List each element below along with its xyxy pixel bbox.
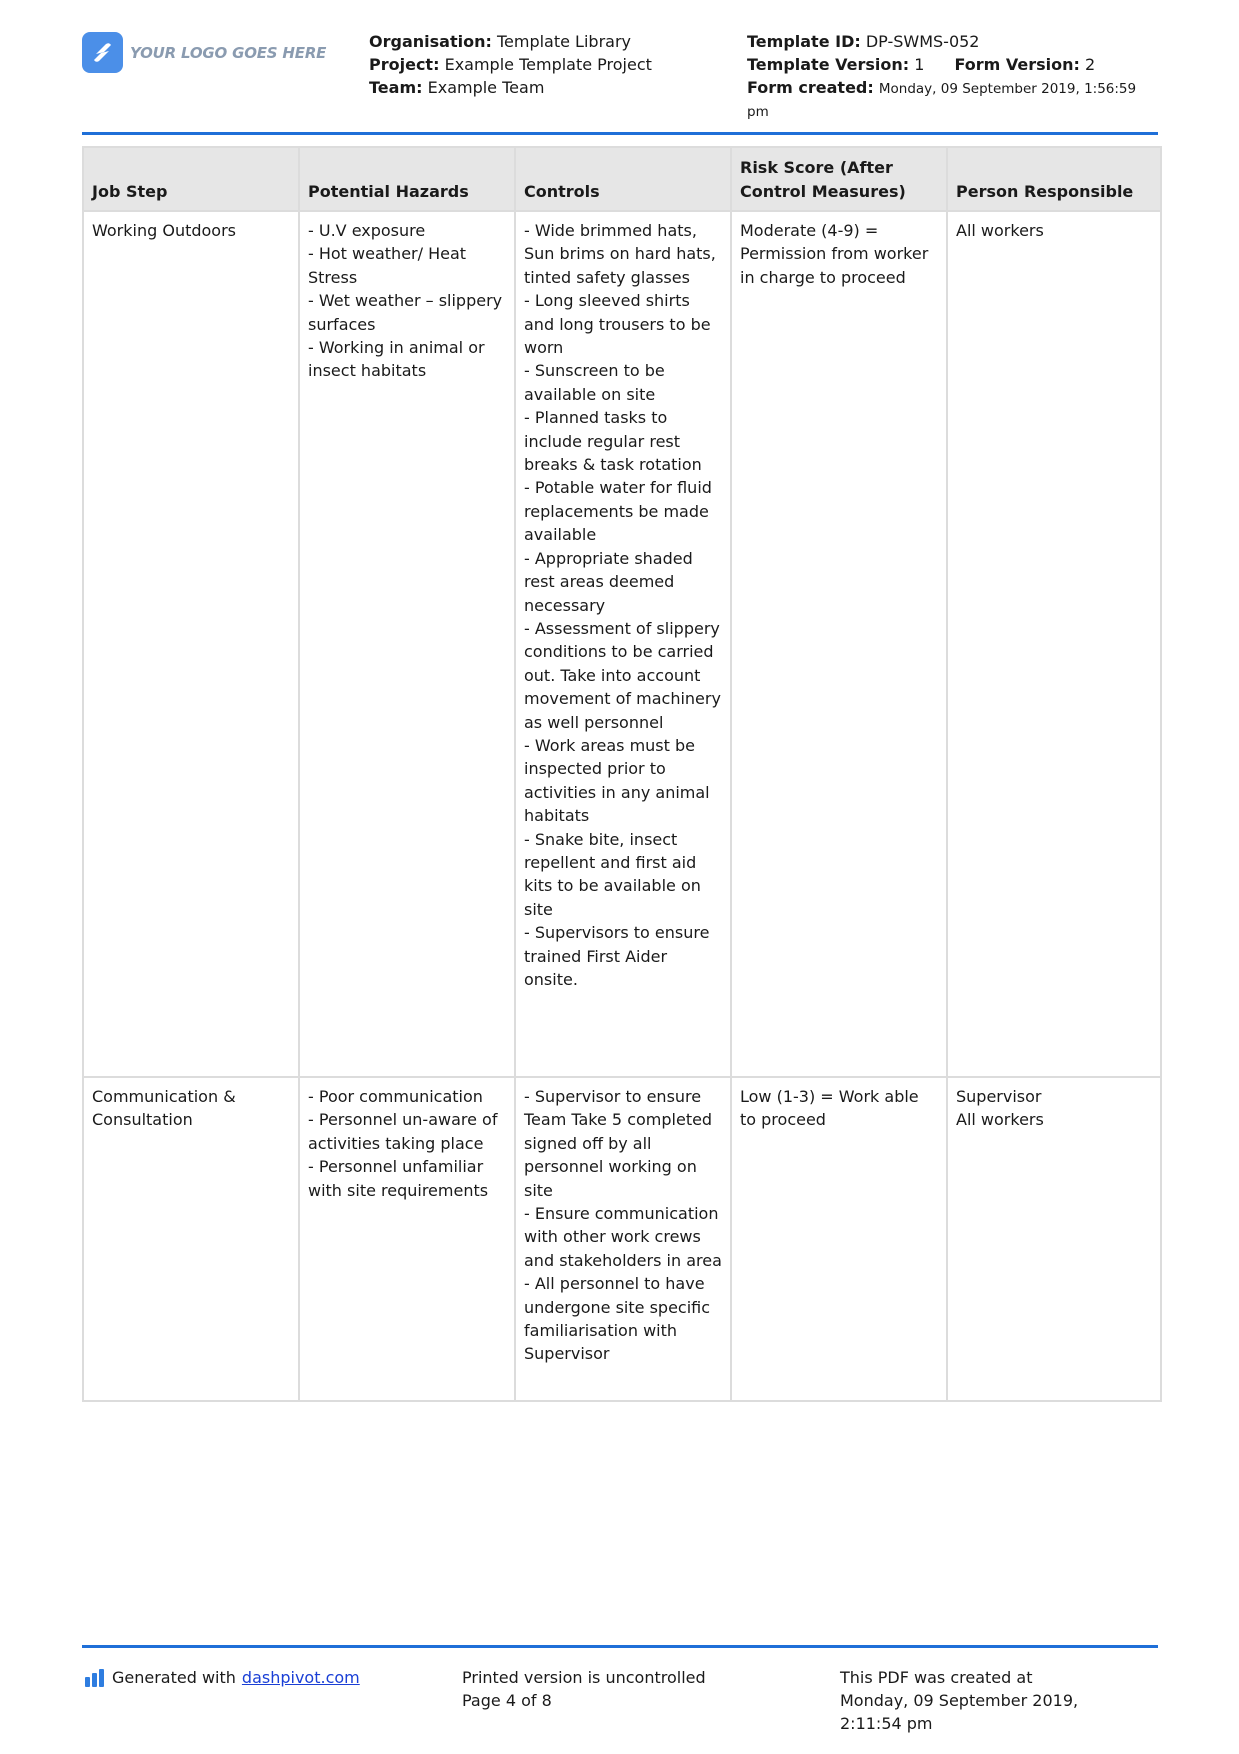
cell-line: Supervisor — [956, 1087, 1042, 1106]
table-header-row — [83, 147, 1161, 211]
cell-controls — [515, 211, 731, 1077]
created-line-2: Monday, 09 September 2019, — [840, 1691, 1079, 1710]
cell-line: Low (1-3) = Work able to proceed — [740, 1087, 919, 1130]
cell-controls — [515, 1077, 731, 1401]
cell-line: - Appropriate shaded rest areas deemed necessary — [524, 548, 693, 615]
cell-line: - Poor communication — [308, 1087, 483, 1106]
organisation-value: Template Library — [496, 32, 631, 51]
cell-line: - All personnel to have undergone site specific familiarisation with Supervisor — [524, 1274, 711, 1364]
uncontrolled-notice: Printed version is uncontrolled — [462, 1668, 706, 1687]
header-controls: Controls — [515, 147, 731, 211]
cell-line: Moderate (4-9) = Permission from worker in charge to proceed — [740, 221, 929, 287]
form-version-value: 2 — [1084, 55, 1096, 74]
header-potential-hazards: Potential Hazards — [299, 147, 515, 211]
cell-job-step — [83, 1077, 299, 1401]
swms-table — [82, 146, 1162, 1402]
header-job-step: Job Step — [83, 147, 299, 211]
organisation-label: Organisation: — [369, 32, 492, 51]
cell-job-step — [83, 211, 299, 1077]
footer-page-info — [462, 1666, 706, 1712]
cell-line: - Hot weather/ Heat Stress — [308, 244, 467, 287]
cell-line: - Snake bite, insect repellent and first aid kits to be available on site — [524, 829, 701, 919]
cell-risk-score — [731, 211, 947, 1077]
form-version-label: Form Version: — [954, 55, 1080, 74]
team-value: Example Team — [427, 78, 545, 97]
header-divider — [82, 132, 1158, 135]
header-template-block — [747, 30, 1167, 124]
cell-line: All workers — [956, 1110, 1044, 1130]
cell-line: - Ensure communication with other work crews and stakeholders in area — [524, 1204, 722, 1270]
cell-line: - Assessment of slippery conditions to be carried out. Take into account movement of machinery as well personnel — [524, 618, 721, 732]
company-logo — [82, 32, 326, 73]
cell-line: - Wet weather – slippery surfaces — [308, 291, 503, 334]
cell-person-responsible — [947, 211, 1161, 1077]
header-risk-score: Risk Score (After Control Measures) — [731, 147, 947, 211]
cell-line: - Work areas must be inspected prior to activities in any animal habitats — [524, 735, 710, 826]
table-row — [83, 211, 1161, 1077]
created-line-1: This PDF was created at — [840, 1668, 1033, 1687]
logo-icon — [82, 32, 123, 73]
form-created-value: Monday, 09 September 2019, 1:56:59 — [878, 81, 1137, 97]
header-person-responsible: Person Responsible — [947, 147, 1161, 211]
cell-line: - Supervisor to ensure Team Take 5 completed signed off by all personnel working on site — [524, 1087, 713, 1200]
dashpivot-bars-icon — [85, 1669, 104, 1687]
cell-line: - Personnel unfamiliar with site requirements — [308, 1157, 489, 1200]
cell-hazards — [299, 1077, 515, 1401]
cell-line: - Wide brimmed hats, Sun brims on hard hats, tinted safety glasses — [524, 221, 716, 287]
template-version-value: 1 — [914, 55, 925, 74]
project-value: Example Template Project — [444, 55, 652, 74]
team-label: Team: — [369, 78, 423, 97]
template-id-value: DP-SWMS-052 — [865, 32, 980, 51]
cell-risk-score — [731, 1077, 947, 1401]
form-created-value-cont: pm — [747, 104, 769, 120]
cell-line: All workers — [956, 221, 1044, 240]
cell-line: - Supervisors to ensure trained First Aider onsite. — [524, 923, 710, 989]
template-id-label: Template ID: — [747, 32, 861, 51]
cell-line: - Working in animal or insect habitats — [308, 338, 485, 381]
cell-line: - Personnel un-aware of activities taking place — [308, 1110, 498, 1153]
template-version-label: Template Version: — [747, 55, 910, 74]
footer-generated — [85, 1666, 360, 1689]
cell-line: - Potable water for fluid replacements be made available — [524, 478, 712, 545]
cell-person-responsible — [947, 1077, 1161, 1401]
cell-line: - Long sleeved shirts and long trousers to be worn — [524, 291, 711, 358]
page-number: Page 4 of 8 — [462, 1691, 552, 1710]
footer-divider — [82, 1645, 1158, 1648]
form-created-label: Form created: — [747, 78, 874, 97]
cell-line: Communication & Consultation — [92, 1087, 236, 1130]
cell-hazards — [299, 211, 515, 1077]
footer-created — [840, 1666, 1170, 1735]
created-line-3: 2:11:54 pm — [840, 1714, 933, 1733]
cell-line: - Planned tasks to include regular rest breaks & task rotation — [524, 408, 702, 475]
logo-text: YOUR LOGO GOES HERE — [130, 43, 327, 62]
generated-prefix: Generated with — [112, 1668, 236, 1687]
table-row — [83, 1077, 1161, 1401]
dashpivot-link[interactable]: dashpivot.com — [241, 1668, 360, 1687]
cell-line: - U.V exposure — [308, 221, 426, 240]
header-organisation-block — [369, 30, 699, 99]
project-label: Project: — [369, 55, 440, 74]
cell-line: Working Outdoors — [92, 221, 236, 240]
cell-line: - Sunscreen to be available on site — [524, 361, 665, 404]
